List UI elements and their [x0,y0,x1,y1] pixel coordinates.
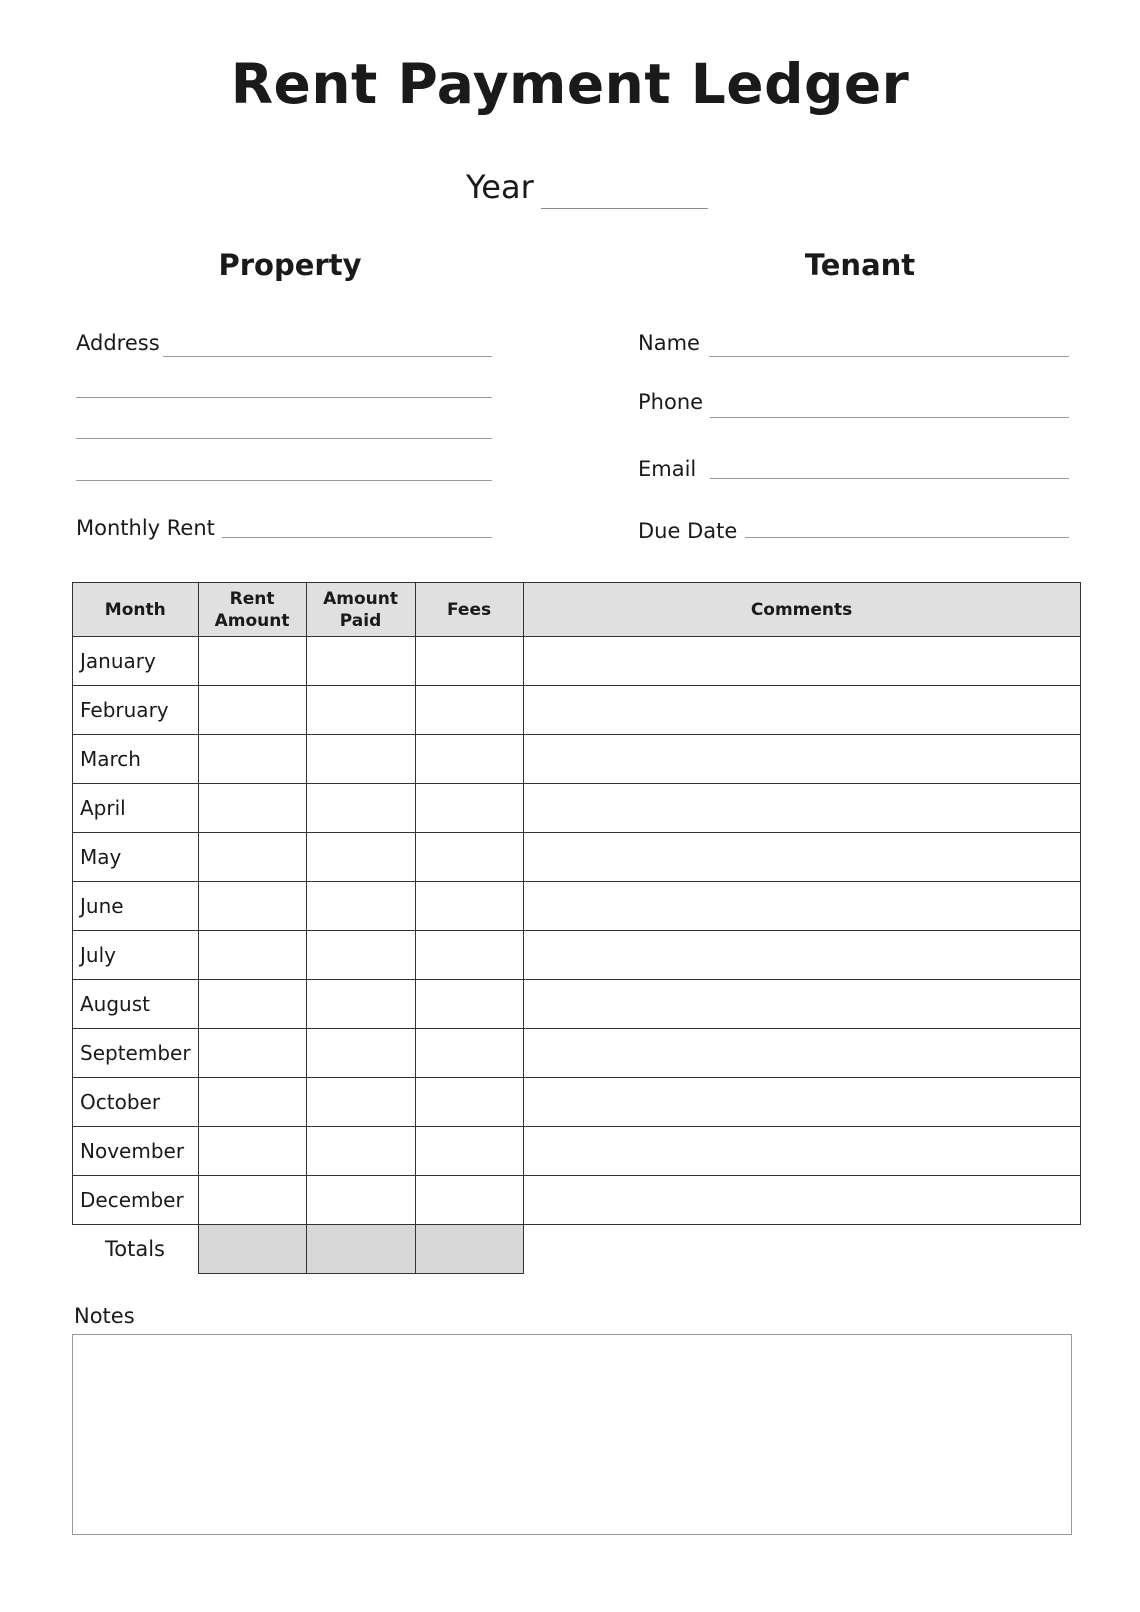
totals-label: Totals [73,1225,199,1274]
table-row [73,1029,1081,1078]
fees-cell[interactable] [415,1127,523,1176]
month-cell: October [73,1078,199,1127]
amount-paid-cell[interactable] [306,637,415,686]
rent-amount-cell[interactable] [198,784,306,833]
fees-cell[interactable] [415,1078,523,1127]
tenant-heading: Tenant [804,248,916,282]
amount-paid-cell[interactable] [306,833,415,882]
comments-cell[interactable] [523,637,1080,686]
month-cell: May [73,833,199,882]
month-cell: February [73,686,199,735]
amount-paid-cell[interactable] [306,931,415,980]
table-row [73,784,1081,833]
month-cell: June [73,882,199,931]
rent-amount-cell[interactable] [198,686,306,735]
amount-paid-cell[interactable] [306,1078,415,1127]
fees-cell[interactable] [415,833,523,882]
amount-paid-cell[interactable] [306,784,415,833]
fees-cell[interactable] [415,931,523,980]
address-line-4[interactable] [76,480,492,481]
total-fees-cell[interactable] [415,1225,523,1274]
rent-amount-cell[interactable] [198,1127,306,1176]
monthly-rent-label: Monthly Rent [76,516,215,540]
month-cell: March [73,735,199,784]
amount-paid-cell[interactable] [306,1127,415,1176]
comments-cell[interactable] [523,980,1080,1029]
year-label: Year [466,168,534,206]
email-label: Email [638,457,697,481]
rent-amount-cell[interactable] [198,1176,306,1225]
comments-cell[interactable] [523,784,1080,833]
amount-paid-cell[interactable] [306,980,415,1029]
comments-cell[interactable] [523,1029,1080,1078]
rent-amount-cell[interactable] [198,735,306,784]
table-row [73,1176,1081,1225]
table-row [73,735,1081,784]
email-line[interactable] [710,478,1069,479]
rent-amount-cell[interactable] [198,1029,306,1078]
phone-line[interactable] [710,417,1069,418]
total-amount-paid-cell[interactable] [306,1225,415,1274]
notes-box[interactable] [72,1334,1072,1535]
comments-cell[interactable] [523,686,1080,735]
property-heading: Property [218,248,362,282]
comments-cell[interactable] [523,833,1080,882]
comments-cell[interactable] [523,882,1080,931]
rent-amount-cell[interactable] [198,833,306,882]
year-input-line[interactable] [541,208,708,209]
comments-cell[interactable] [523,1127,1080,1176]
rent-amount-cell[interactable] [198,1078,306,1127]
month-cell: September [73,1029,199,1078]
amount-paid-cell[interactable] [306,1029,415,1078]
month-cell: April [73,784,199,833]
totals-spacer [523,1225,1080,1274]
year-field [466,168,726,214]
table-row [73,980,1081,1029]
fees-cell[interactable] [415,637,523,686]
fees-cell[interactable] [415,1176,523,1225]
amount-paid-cell[interactable] [306,882,415,931]
month-cell: January [73,637,199,686]
fees-cell[interactable] [415,784,523,833]
rent-amount-cell[interactable] [198,931,306,980]
amount-paid-cell[interactable] [306,1176,415,1225]
header-fees: Fees [415,583,523,637]
page-title: Rent Payment Ledger [230,52,910,116]
due-date-line[interactable] [745,537,1069,538]
fees-cell[interactable] [415,686,523,735]
header-amount-paid: Amount Paid [306,583,415,637]
table-row [73,637,1081,686]
due-date-label: Due Date [638,519,738,543]
rent-amount-cell[interactable] [198,980,306,1029]
table-row [73,686,1081,735]
month-cell: August [73,980,199,1029]
table-row [73,1078,1081,1127]
header-month: Month [73,583,199,637]
address-line-2[interactable] [76,397,492,398]
table-row [73,882,1081,931]
header-rent-amount: Rent Amount [198,583,306,637]
table-row [73,833,1081,882]
month-cell: November [73,1127,199,1176]
comments-cell[interactable] [523,1078,1080,1127]
phone-label: Phone [638,390,704,414]
amount-paid-cell[interactable] [306,735,415,784]
fees-cell[interactable] [415,980,523,1029]
amount-paid-cell[interactable] [306,686,415,735]
header-comments: Comments [523,583,1080,637]
rent-amount-cell[interactable] [198,637,306,686]
table-row [73,1127,1081,1176]
address-line-1[interactable] [163,356,492,357]
fees-cell[interactable] [415,735,523,784]
ledger-table [72,582,1081,1274]
rent-amount-cell[interactable] [198,882,306,931]
address-line-3[interactable] [76,438,492,439]
month-cell: July [73,931,199,980]
name-line[interactable] [709,356,1069,357]
name-label: Name [638,331,700,355]
comments-cell[interactable] [523,735,1080,784]
fees-cell[interactable] [415,882,523,931]
comments-cell[interactable] [523,1176,1080,1225]
table-header-row [73,583,1081,637]
monthly-rent-line[interactable] [222,537,492,538]
notes-label: Notes [74,1304,135,1328]
totals-row [73,1225,1081,1274]
comments-cell[interactable] [523,931,1080,980]
fees-cell[interactable] [415,1029,523,1078]
table-row [73,931,1081,980]
address-label: Address [76,331,160,355]
total-rent-amount-cell[interactable] [198,1225,306,1274]
month-cell: December [73,1176,199,1225]
